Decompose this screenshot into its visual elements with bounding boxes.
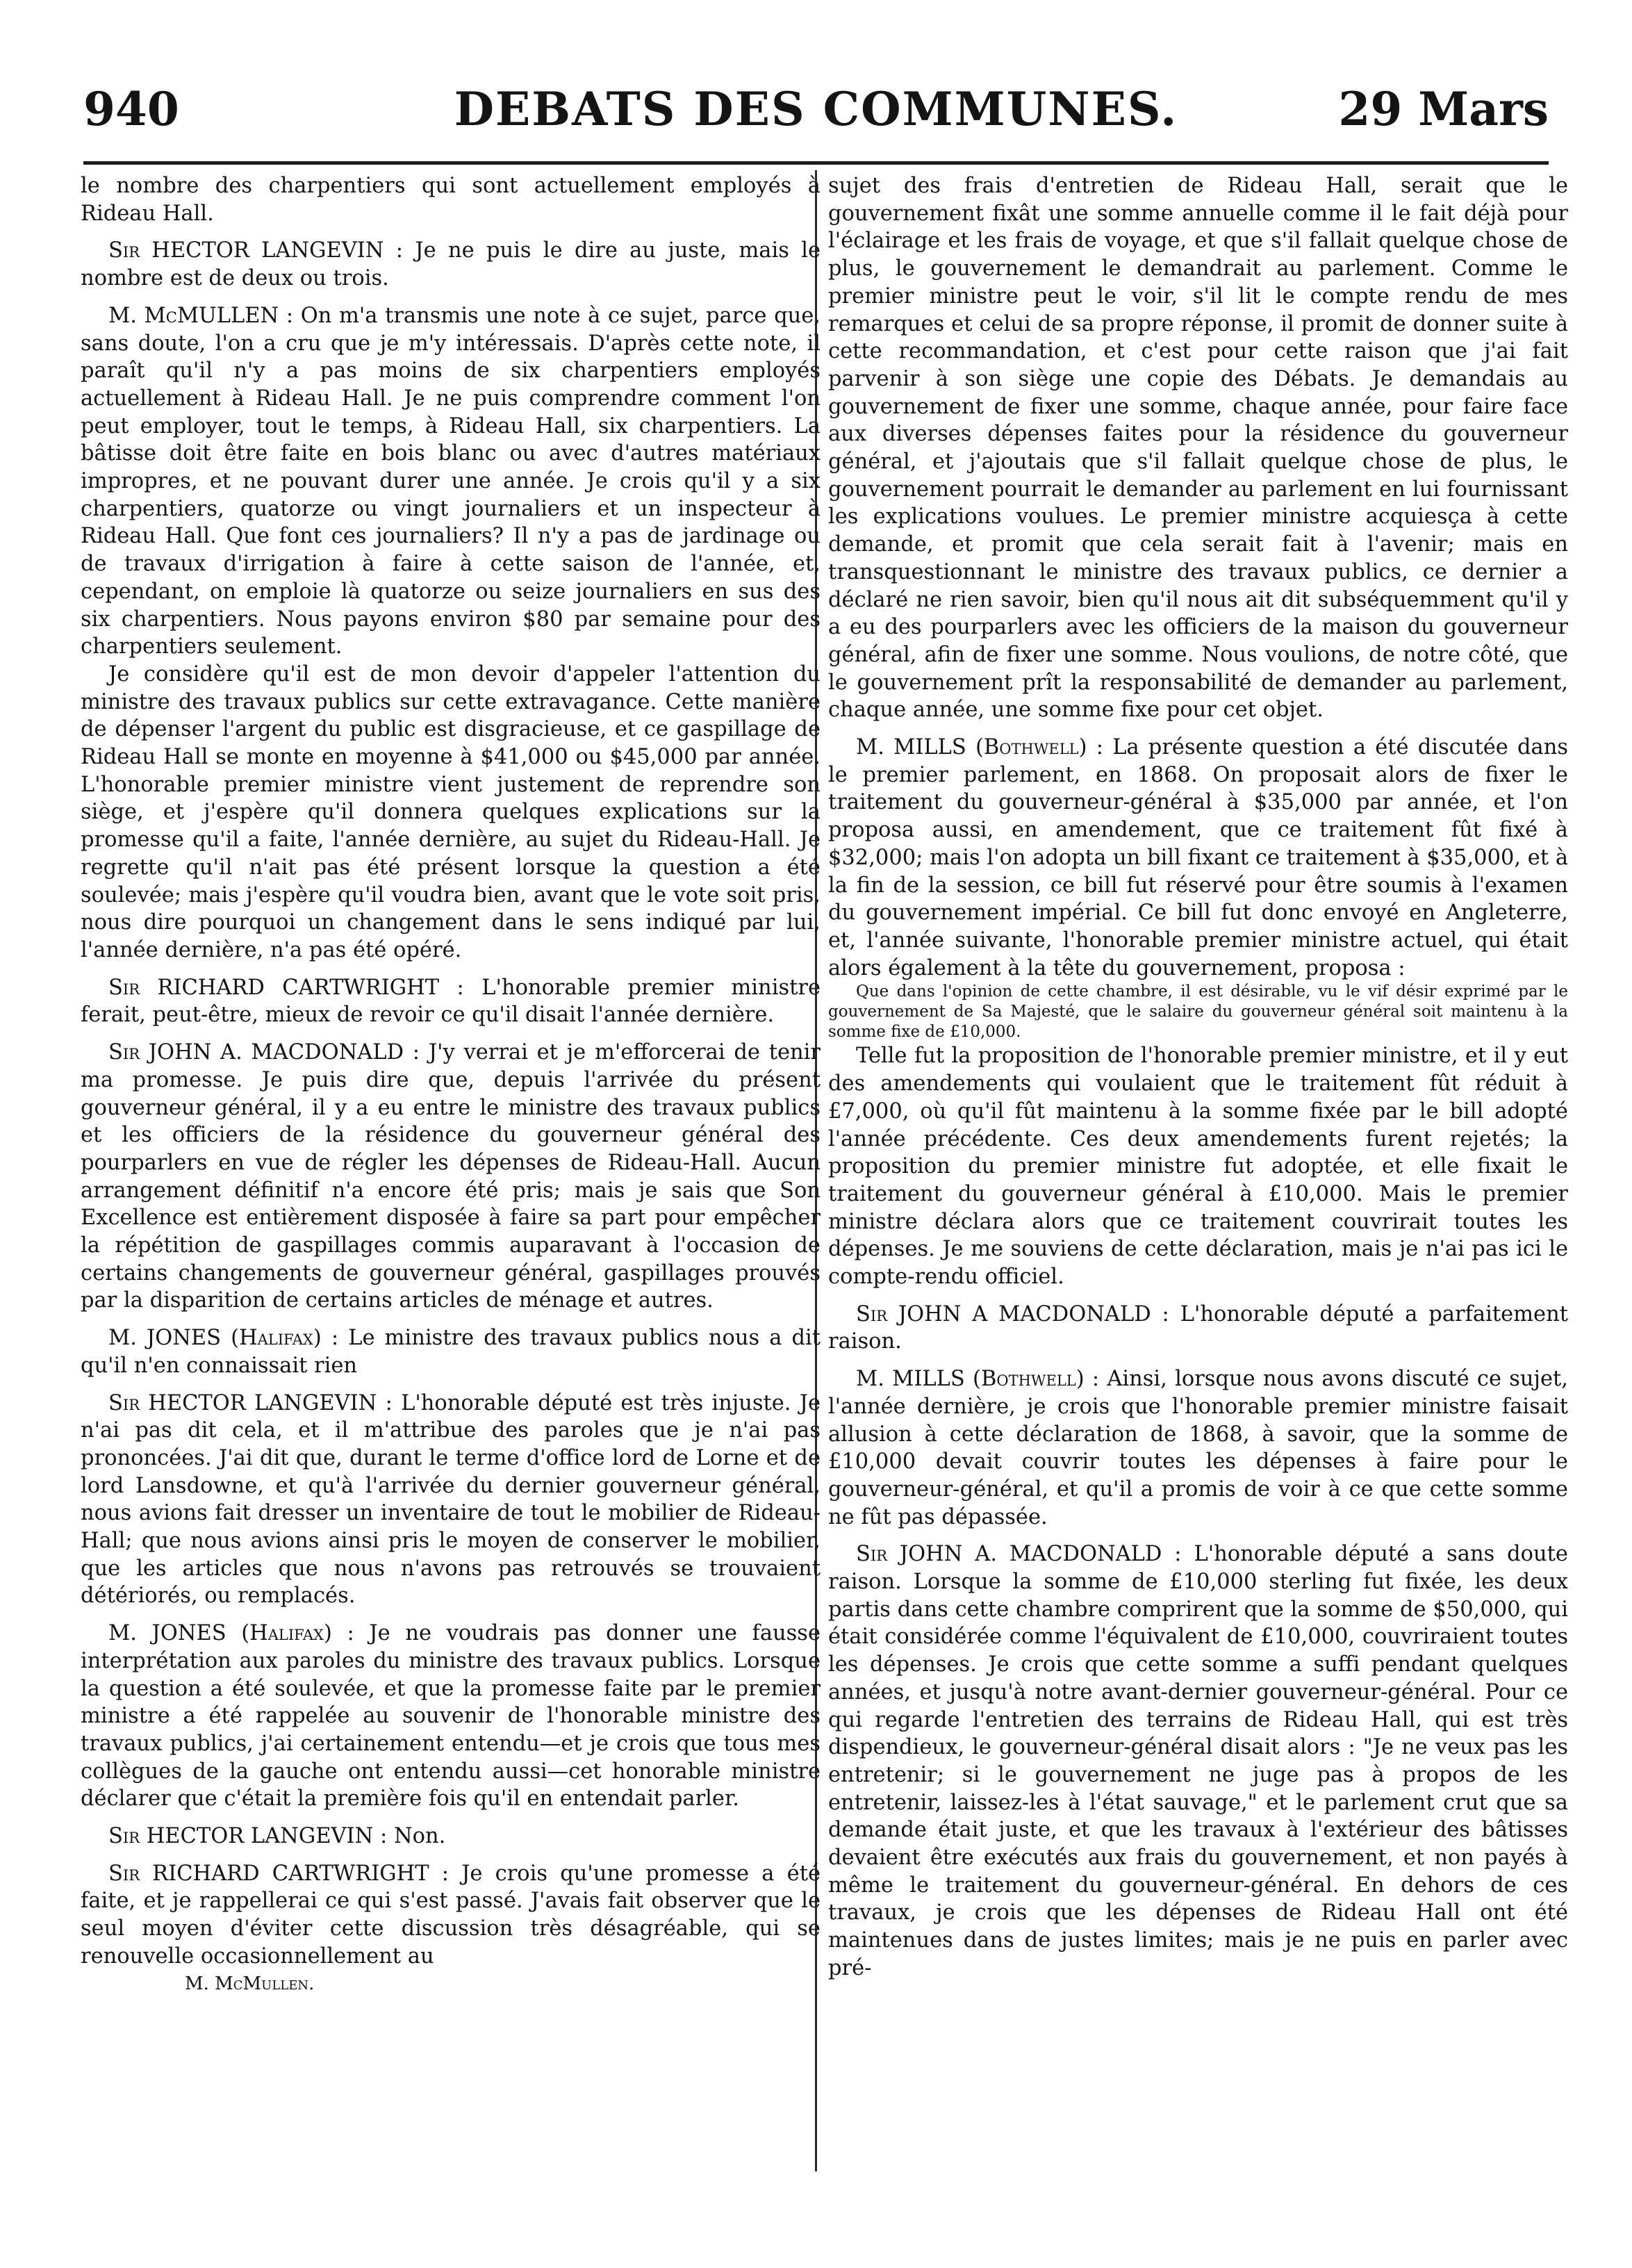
paragraph [81,1390,821,1611]
paragraph-text: J'y verrai et je m'efforcerai de tenir ma promesse. Je puis dire que, depuis l'arrivée du présent gouverneur général, il y a eu entre le ministre des travaux publics et les officiers de la résidence du gouverneur général des pourparlers en vue de régler les dépenses de Rideau-Hall. Aucun arrangement définitif n'a encore été pris; mais je sais que Son Excellence est entièrement disposée à faire sa part pour empêcher la répétition de gaspillages commis auparavant à l'occasion de certains changements de gouverneur général, gaspillages prouvés par la disparition de certains articles de ménage et autres. [81,1040,821,1313]
paragraph [828,1042,1568,1290]
speaker-name: Sir HECTOR LANGEVIN : [108,1390,393,1415]
page-title: DEBATS DES COMMUNES. [454,82,1178,136]
speaker-name: Sir RICHARD CARTWRIGHT : [108,975,464,1000]
speaker-name: M. JONES (Halifax) : [108,1621,354,1646]
paragraph-text: Je ne voudrais pas donner une fausse interprétation aux paroles du ministre des travaux publics. Lorsque la question a été soulevée, et que la promesse faite par le premier ministre a été rappelée au souvenir de l'honorable ministre des travaux publics, j'ai certainement entendu—et je crois que tous mes collègues de la gauche ont entendu aussi—cet honorable ministre déclarer que c'était la première fois qu'il en entendait parler. [81,1621,821,1811]
speaker-name: M. MILLS (Bothwell) : [856,1367,1100,1392]
paragraph-text: le nombre des charpentiers qui sont actuellement employés à Rideau Hall. [81,174,821,226]
paragraph [81,1039,821,1315]
paragraph-text: Je crois qu'une promesse a été faite, et je rappellerai ce qui s'est passé. J'avais fait observer que le seul moyen d'éviter cette discussion très désagréable, qui se renouvelle occasionnellement au [81,1861,821,1969]
right-column [828,172,1568,2187]
speaker-name: Sir JOHN A MACDONALD : [856,1301,1169,1326]
paragraph [81,1823,821,1850]
paragraph [828,1365,1568,1531]
paragraph-text: L'honorable premier ministre ferait, peut-être, mieux de revoir ce qu'il disait l'année dernière. [81,975,821,1028]
speaker-name: Sir JOHN A. MACDONALD : [856,1542,1182,1567]
paragraph [81,1860,821,1971]
paragraph-text: L'honorable député a sans doute raison. Lorsque la somme de £10,000 sterling fut fixée, les deux partis dans cette chambre comprirent que la somme de $50,000, qui était considérée comme l'équivalent de £10,000, couvriraient toutes les dépenses. Je crois que cette somme a suffi pendant quelques années, et jusqu'à notre avant-dernier gouverneur-général. Pour ce qui regarde l'entretien des terrains de Rideau Hall, qui est très dispendieux, le gouverneur-général disait alors : "Je ne veux pas les entretenir; si le gouvernement ne juge pas à propos de les entretenir, laissez-les à l'état sauvage," et le parlement crut que sa demande était juste, et que les travaux à l'extérieur des bâtisses devaient être exécutés aux frais du gouvernement, et non payés à même le traitement du gouverneur-général. En dehors de ces travaux, je crois que les dépenses de Rideau Hall ont été maintenues dans de justes limites; mais je ne puis en parler avec pré- [828,1542,1568,1980]
paragraph-text: Je considère qu'il est de mon devoir d'appeler l'attention du ministre des travaux publics sur cette extravagance. Cette manière de dépenser l'argent du public est disgracieuse, et ce gaspillage de Rideau Hall se monte en moyenne à $41,000 ou $45,000 par année. L'honorable premier ministre vient justement de reprendre son siège, et j'espère qu'il donnera quelques explications sur la promesse qu'il a faite, l'année dernière, au sujet du Rideau-Hall. Je regrette qu'il n'ait pas été présent lorsque la question a été soulevée; mais j'espère qu'il voudra bien, avant que le vote soit pris, nous dire pourquoi un changement dans le sens indiqué par lui, l'année dernière, n'a pas été opéré. [81,662,821,962]
speaker-name: Sir JOHN A. MACDONALD : [108,1040,420,1065]
paragraph [828,734,1568,982]
speaker-name: Sir RICHARD CARTWRIGHT : [108,1861,449,1886]
paragraph [81,302,821,661]
paragraph-text: Ainsi, lorsque nous avons discuté ce sujet, l'année dernière, je crois que l'honorable premier ministre faisait allusion à cette déclaration de 1868, à savoir, que la somme de £10,000 devait couvrir toutes les dépenses à faire pour le gouverneur-général, et qu'il a promis de voir à ce que cette somme ne fût pas dépassée. [828,1367,1568,1529]
speaker-name: M. JONES (Halifax) : [108,1326,339,1351]
paragraph [81,172,821,227]
paragraph [828,1540,1568,1982]
paragraph [81,1620,821,1813]
header-rule [83,161,1549,165]
page-header [83,76,1549,139]
speaker-name: M. MILLS (Bothwell) : [856,735,1103,760]
paragraph-text: L'honorable député a parfaitement raison. [828,1301,1568,1354]
paragraph-text: Le ministre des travaux publics nous a dit qu'il n'en connaissait rien [81,1326,821,1378]
paragraph [81,661,821,964]
paragraph-text: On m'a transmis une note à ce sujet, parce que, sans doute, l'on a cru que je m'y intéressais. D'après cette note, il paraît qu'il n'y a pas moins de six charpentiers employés actuellement à Rideau Hall. Je ne puis comprendre comment l'on peut employer, tout le temps, à Rideau Hall, six charpentiers. La bâtisse doit être faite en bois blanc ou avec d'autres matériaux impropres, et ne pouvant durer une année. Je crois qu'il y a six charpentiers, quatorze ou vingt journaliers et un inspecteur à Rideau Hall. Que font ces journaliers? Il n'y a pas de jardinage ou de travaux d'irrigation à faire à cette saison de l'année, et, cependant, on emploie là quatorze ou seize journaliers en sus des six charpentiers. Nous payons environ $80 par semaine pour des charpentiers seulement. [81,303,821,659]
speaker-byline: M. McMullen. [185,1973,315,1994]
speaker-name: Sir HECTOR LANGEVIN : [108,238,404,263]
paragraph-text: Non. [393,1824,446,1849]
speaker-name: Sir HECTOR LANGEVIN : [108,1824,388,1849]
speaker-name: M. McMULLEN : [108,303,294,328]
paragraph-text: L'honorable député est très injuste. Je n'ai pas dit cela, et il m'attribue des paroles que je n'ai pas prononcées. J'ai dit que, durant le terme d'office lord de Lorne et de lord Lansdowne, et qu'à l'arrivée du dernier gouverneur général, nous avions fait dresser un inventaire de tout le mobilier de Rideau-Hall; que nous avions ainsi pris le moyen de conserver le mobilier, que les articles que nous n'avons pas retrouvés se trouvaient détériorés, ou remplacés. [81,1390,821,1609]
page-date: 29 Mars [1338,82,1549,136]
quoted-motion: Que dans l'opinion de cette chambre, il est désirable, vu le vif désir exprimé par le gouvernement de Sa Majesté, que le salaire du gouverneur général soit maintenu à la somme fixe de £10,000. [828,983,1568,1042]
paragraph [81,237,821,292]
page-number: 940 [83,82,179,136]
left-column [81,172,821,2187]
paragraph-text: Je ne puis le dire au juste, mais le nombre est de deux ou trois. [81,238,821,291]
paragraph [828,172,1568,724]
paragraph [81,974,821,1029]
paragraph-text: La présente question a été discutée dans le premier parlement, en 1868. On proposait alors de fixer le traitement du gouverneur-général à $35,000 par année, et l'on proposa aussi, en amendement, que ce traitement fût fixé à $32,000; mais l'on adopta un bill fixant ce traitement à $35,000, et à la fin de la session, ce bill fut réservé pour être soumis à l'examen du gouvernement impérial. Ce bill fut donc envoyé en Angleterre, et, l'année suivante, l'honorable premier ministre actuel, qui était alors également à la tête du gouvernement, proposa : [828,735,1568,980]
paragraph [828,1301,1568,1356]
paragraph [81,1324,821,1379]
paragraph-text: Telle fut la proposition de l'honorable premier ministre, et il y eut des amendements qui voulaient que le traitement fût réduit à £7,000, où qu'il fût maintenu à la somme fixée par le bill adopté l'année précédente. Ces deux amendements furent rejetés; la proposition du premier ministre fut adoptée, et elle fixait le traitement du gouverneur général à £10,000. Mais le premier ministre déclara alors que ce traitement couvrirait toutes les dépenses. Je me souviens de cette déclaration, mais je n'ai pas ici le compte-rendu officiel. [828,1044,1568,1290]
paragraph-text: sujet des frais d'entretien de Rideau Hall, serait que le gouvernement fixât une somme annuelle comme il le fait déjà pour l'éclairage et les frais de voyage, et que s'il fallait quelque chose de plus, le gouvernement le demandrait au parlement. Comme le premier ministre peut le voir, s'il lit le compte rendu de mes remarques et celui de sa propre réponse, il promit de donner suite à cette recommandation, et c'est pour cette raison que j'ai fait parvenir à son siège une copie des Débats. Je demandais au gouvernement de fixer une somme, chaque année, pour faire face aux diverses dépenses faites pour la résidence du gouverneur général, et j'ajoutais que s'il fallait quelque chose de plus, le gouvernement pourrait le demander au parlement en lui fournissant les explications voulues. Le premier ministre acquiesça à cette demande, et promit que cela serait fait à l'avenir; mais en transquestionnant le ministre des travaux publics, ce dernier a déclaré ne rien savoir, bien qu'il nous ait dit subséquemment qu'il y a eu des pourparlers avec les officiers de la maison du gouverneur général, afin de fixer une somme. Nous voulions, de notre côté, que le gouvernement prît la responsabilité de demander au parlement, chaque année, une somme fixe pour cet objet. [828,174,1568,723]
